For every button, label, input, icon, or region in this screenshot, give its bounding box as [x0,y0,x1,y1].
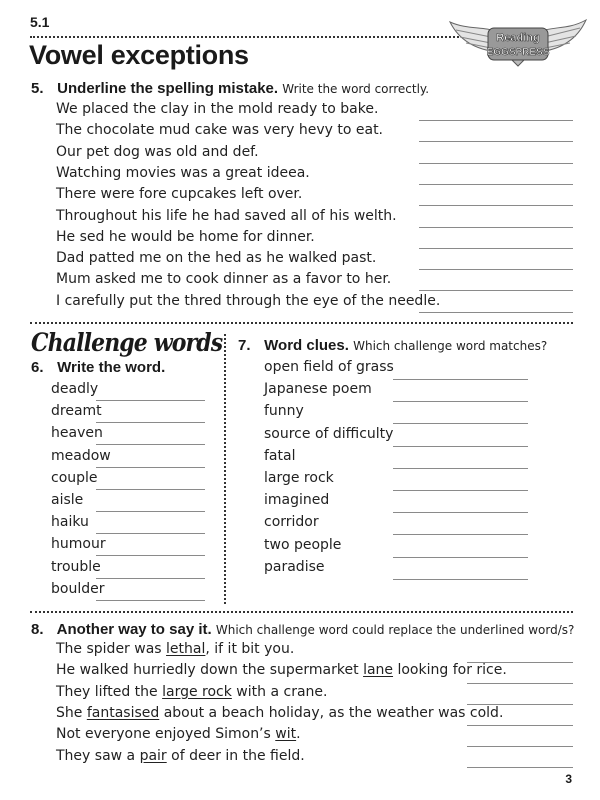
sentence-after: of deer in the field. [166,747,305,764]
section6-number: 6. [31,359,44,376]
underlined-word: fantasised [86,704,160,721]
word-clue: large rock [264,470,334,486]
section8-heading [31,621,574,638]
word-clue: funny [264,403,304,420]
answer-line[interactable] [419,184,573,185]
underlined-word: large rock [162,683,232,700]
answer-line[interactable] [393,446,528,447]
spelling-sentence: Mum asked me to cook dinner as a favor to her. [56,271,392,288]
header-divider [30,36,470,38]
replace-sentence [56,662,507,678]
challenge-word: couple [51,469,98,486]
answer-line[interactable] [419,290,573,291]
answer-line[interactable] [96,555,205,556]
challenge-word: boulder [51,580,105,597]
answer-line[interactable] [393,490,528,491]
section6-instruction: Write the word. [57,359,166,376]
answer-line[interactable] [419,312,573,313]
section8-sub-instruction: Which challenge word could replace the underlined word/s? [215,623,575,637]
underlined-word: pair [139,747,167,764]
sentence-before: He walked hurriedly down the supermarket [56,662,364,679]
answer-line[interactable] [419,227,573,228]
answer-line[interactable] [419,163,573,164]
sentence-before: They lifted the [56,683,163,700]
answer-line[interactable] [96,600,205,601]
answer-line[interactable] [96,422,205,423]
section-divider-2 [30,611,573,613]
section6-heading [31,359,165,376]
spelling-sentence: Dad patted me on the hed as he walked past. [56,250,377,267]
answer-line[interactable] [393,534,528,535]
sentence-after: . [296,726,301,743]
reading-eggspress-logo [448,12,588,74]
replace-sentence [56,748,305,764]
page-title: Vowel exceptions [29,40,249,70]
spelling-sentence: I carefully put the thred through the eye of the needle. [56,292,441,309]
answer-line[interactable] [419,269,573,270]
answer-line[interactable] [467,746,573,747]
spelling-sentence: He sed he would be home for dinner. [56,228,315,245]
section7-number: 7. [238,337,251,354]
logo-line1: Reading [496,32,540,44]
challenge-word: haiku [51,514,89,531]
word-clue: source of difficulty [264,425,394,442]
answer-line[interactable] [467,767,573,768]
underlined-word: lethal [166,641,206,657]
logo-wings-icon [448,12,588,74]
underlined-word: wit [275,726,297,743]
challenge-word: deadly [51,381,99,397]
challenge-word: dreamt [51,403,102,420]
spelling-sentence: Watching movies was a great ideea. [56,164,310,181]
replace-sentence [56,726,301,742]
section7-sub-instruction: Which challenge word matches? [353,339,548,353]
sentence-after: looking for rice. [393,662,507,679]
section5-instruction: Underline the spelling mistake. [57,80,279,97]
section5-heading [31,80,429,97]
spelling-sentence: The chocolate mud cake was very hevy to eat. [56,122,384,139]
page-code: 5.1 [30,14,50,30]
answer-line[interactable] [393,401,528,402]
sentence-before: They saw a [56,747,140,764]
answer-line[interactable] [96,578,205,579]
challenge-word: trouble [51,558,101,575]
sentence-before: She [56,704,87,721]
word-clue: fatal [264,447,296,464]
column-divider [224,334,226,604]
spelling-sentence: We placed the clay in the mold ready to bake. [56,101,379,117]
answer-line[interactable] [419,205,573,206]
challenge-words-heading: Challenge words [31,328,223,357]
answer-line[interactable] [96,489,205,490]
section5-number: 5. [31,80,44,97]
challenge-word: heaven [51,425,103,442]
word-clue: open field of grass [264,359,394,375]
spelling-sentence: There were fore cupcakes left over. [56,186,303,203]
page-number: 3 [565,772,572,786]
answer-line[interactable] [393,512,528,513]
sentence-before: Not everyone enjoyed Simon’s [56,726,276,743]
section8-number: 8. [31,621,44,638]
answer-line[interactable] [96,400,205,401]
logo-line2: EGGSPRESS [486,47,550,58]
section7-instruction: Word clues. [264,337,349,354]
spelling-sentence: Throughout his life he had saved all of his welth. [56,207,397,224]
challenge-word: meadow [51,447,111,464]
section-divider-1 [30,322,573,324]
replace-sentence [56,641,294,657]
section8-instruction: Another way to say it. [56,621,212,638]
challenge-word: humour [51,536,106,553]
sentence-after: with a crane. [231,683,328,700]
answer-line[interactable] [467,683,573,684]
answer-line[interactable] [419,120,573,121]
answer-line[interactable] [393,379,528,380]
answer-line[interactable] [419,141,573,142]
word-clue: Japanese poem [264,381,372,398]
word-clue: two people [264,536,342,553]
answer-line[interactable] [467,725,573,726]
answer-line[interactable] [393,423,528,424]
answer-line[interactable] [96,533,205,534]
spelling-sentence: Our pet dog was old and def. [56,143,259,160]
answer-line[interactable] [393,579,528,580]
sentence-after: about a beach holiday, as the weather was cold. [159,704,504,721]
answer-line[interactable] [393,468,528,469]
sentence-before: The spider was [56,641,167,657]
section5-sub-instruction: Write the word correctly. [282,82,430,96]
word-clue: paradise [264,558,325,575]
answer-line[interactable] [393,557,528,558]
answer-line[interactable] [96,511,205,512]
challenge-word: aisle [51,492,84,508]
answer-line[interactable] [96,444,205,445]
replace-sentence [56,705,503,721]
underlined-word: lane [363,662,394,679]
word-clue: imagined [264,492,330,509]
answer-line[interactable] [419,248,573,249]
sentence-after: , if it bit you. [205,641,295,657]
replace-sentence [56,684,327,700]
section7-heading [238,337,547,354]
word-clue: corridor [264,514,319,531]
answer-line[interactable] [96,467,205,468]
